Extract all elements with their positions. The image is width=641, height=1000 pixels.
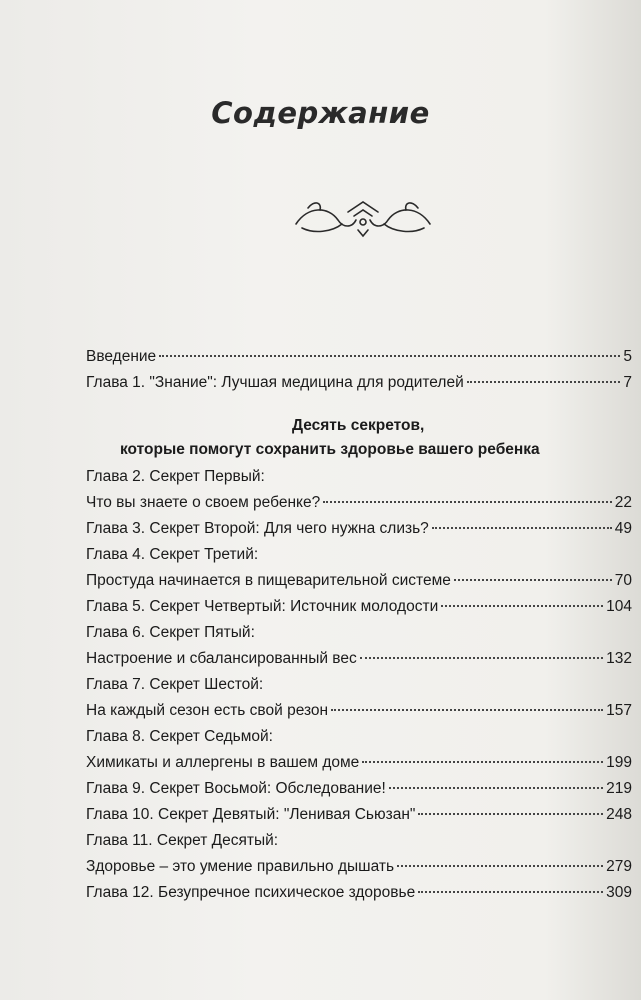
toc-entry-label: Что вы знаете о своем ребенке? <box>86 494 321 511</box>
toc-entry-page-number: 279 <box>606 858 632 875</box>
toc-entry <box>86 594 632 620</box>
toc-entry <box>86 828 632 854</box>
toc-entry-label: Глава 4. Секрет Третий: <box>86 546 259 563</box>
chapter-list <box>86 464 632 906</box>
toc-entry-label: Химикаты и аллергены в вашем доме <box>86 754 360 771</box>
toc-entry-label: На каждый сезон есть свой резон <box>86 702 329 719</box>
toc-entry <box>86 698 632 724</box>
toc-entry-label: Настроение и сбалансированный вес <box>86 650 357 667</box>
toc-entry-label: Глава 1. "Знание": Лучшая медицина для родителей <box>86 374 464 391</box>
toc-entry <box>86 776 632 802</box>
toc-entry <box>86 568 632 594</box>
toc-entry <box>86 854 632 880</box>
toc-entry <box>86 880 632 906</box>
toc-entry-label: Введение <box>86 348 157 365</box>
dot-leader <box>331 708 603 711</box>
dot-leader <box>360 656 603 659</box>
toc-entry-label: Глава 5. Секрет Четвертый: Источник молодости <box>86 598 439 615</box>
toc-entry-page-number: 7 <box>623 374 632 391</box>
dot-leader <box>454 578 612 581</box>
dot-leader <box>467 380 621 383</box>
toc-entry-label: Глава 3. Секрет Второй: Для чего нужна слизь? <box>86 520 429 537</box>
toc-entry-label: Глава 2. Секрет Первый: <box>86 468 265 485</box>
toc-entry <box>86 516 632 542</box>
page-title: Содержание <box>211 96 430 130</box>
toc-entry-label: Глава 11. Секрет Десятый: <box>86 832 279 849</box>
toc-entry <box>86 542 632 568</box>
dot-leader <box>418 812 603 815</box>
toc-entry-page-number: 309 <box>606 884 632 901</box>
dot-leader <box>362 760 603 763</box>
dot-leader <box>418 890 603 893</box>
toc-entry-label: Глава 8. Секрет Седьмой: <box>86 728 273 745</box>
toc-entry <box>86 802 632 828</box>
section-heading-line-1: Десять секретов, <box>292 417 425 434</box>
toc-entry-page-number: 199 <box>606 754 632 771</box>
toc-entry <box>86 672 632 698</box>
toc-entry-label: Глава 12. Безупречное психическое здоровье <box>86 884 416 901</box>
toc-entry-label: Здоровье – это умение правильно дышать <box>86 858 395 875</box>
toc-entry <box>86 750 632 776</box>
toc-entry-page-number: 22 <box>614 494 632 511</box>
toc-entry <box>86 490 632 516</box>
toc-entry <box>86 724 632 750</box>
dot-leader <box>397 864 603 867</box>
toc-entry-page-number: 248 <box>606 806 632 823</box>
dot-leader <box>159 354 620 357</box>
toc-entry-page-number: 49 <box>614 520 632 537</box>
toc-entry <box>86 620 632 646</box>
toc-entry-label: Простуда начинается в пищеварительной системе <box>86 572 451 589</box>
toc-entry <box>86 370 632 396</box>
dot-leader <box>441 604 603 607</box>
toc-entry <box>86 344 632 370</box>
toc-entry-label: Глава 9. Секрет Восьмой: Обследование! <box>86 780 386 797</box>
toc-entry-page-number: 104 <box>606 598 632 615</box>
section-heading-line-2: которые помогут сохранить здоровье вашего ребенка <box>120 441 540 458</box>
decorative-flourish-icon <box>288 194 438 238</box>
toc-entry-page-number: 5 <box>623 348 632 365</box>
toc-entry-label: Глава 7. Секрет Шестой: <box>86 676 264 693</box>
toc-entry-page-number: 157 <box>606 702 632 719</box>
toc-entry-page-number: 70 <box>614 572 632 589</box>
toc-entry-page-number: 132 <box>606 650 632 667</box>
toc-entry-page-number: 219 <box>606 780 632 797</box>
dot-leader <box>323 500 612 503</box>
toc-entry <box>86 646 632 672</box>
toc-entry-label: Глава 10. Секрет Девятый: "Ленивая Сьюзан" <box>86 806 416 823</box>
toc-entry-label: Глава 6. Секрет Пятый: <box>86 624 255 641</box>
table-of-contents <box>86 344 632 906</box>
dot-leader <box>432 526 612 529</box>
toc-entry <box>86 464 632 490</box>
intro-list <box>86 344 632 396</box>
dot-leader <box>389 786 603 789</box>
